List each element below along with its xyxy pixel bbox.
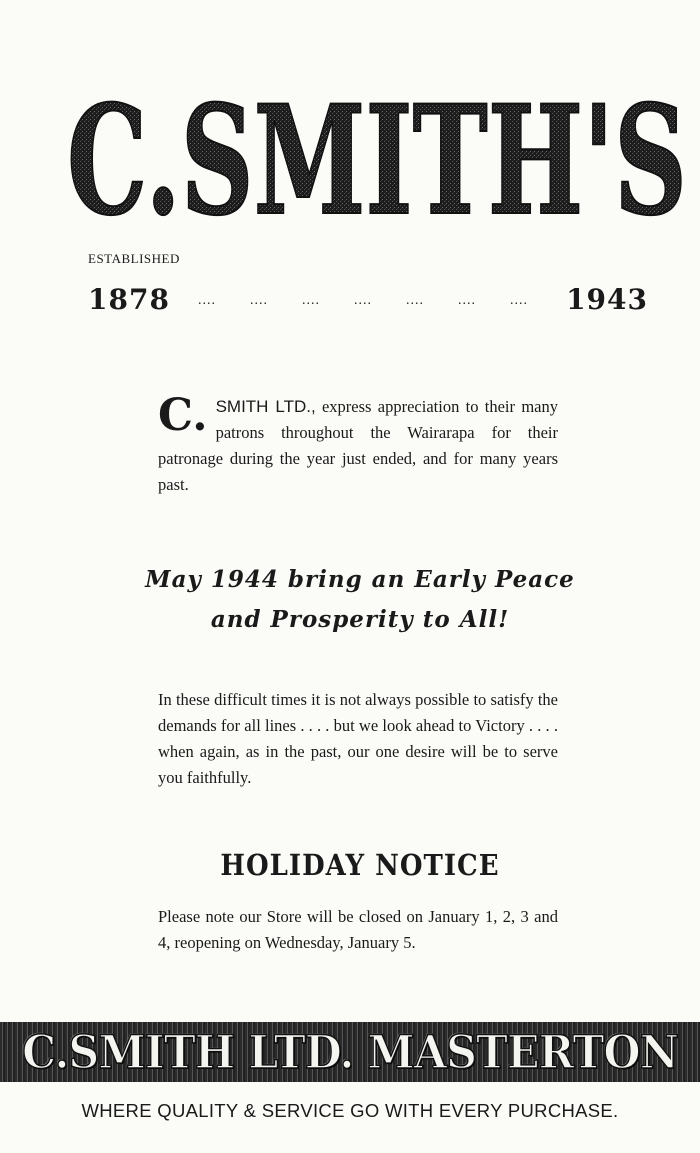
dot-leader: .... (458, 293, 476, 308)
appreciation-text: express appreciation to their many patrons throughout the Wairarapa for their patronage during the year just ended, and for many years past. (158, 397, 558, 494)
slogan-line-1: May 1944 bring an Early Peace (145, 566, 575, 593)
year-row (88, 283, 648, 319)
tagline: WHERE QUALITY & SERVICE GO WITH EVERY PURCHASE. (81, 1100, 619, 1121)
drop-cap: C. (158, 390, 208, 441)
dot-leader: .... (302, 293, 320, 308)
appreciation-paragraph (158, 390, 558, 498)
dot-leader: .... (510, 293, 528, 308)
masthead-title: C.SMITH'S (67, 95, 687, 230)
masthead-logo-graphic (62, 95, 692, 230)
start-year: 1878 (88, 283, 170, 316)
slogan-line-2: and Prosperity to All! (210, 606, 510, 633)
banner-text: C.SMITH LTD. MASTERTON (22, 1025, 678, 1079)
company-banner (0, 1022, 700, 1082)
dot-leader: .... (354, 293, 372, 308)
dot-leader: .... (406, 293, 424, 308)
message-paragraph: In these difficult times it is not always possible to satisfy the demands for all lines . . . . but we look ahead to Victory . . . . when again, as in the past, our one desire will be to serve you faithfully. (158, 690, 558, 787)
established-label: ESTABLISHED (88, 251, 180, 266)
masthead-logo (62, 95, 692, 230)
company-name-text: SMITH LTD., (215, 397, 316, 416)
dot-leaders (198, 293, 528, 309)
holiday-notice-text: Please note our Store will be closed on January 1, 2, 3 and 4, reopening on Wednesday, January 5. (158, 907, 558, 952)
dot-leader: .... (250, 293, 268, 308)
slogan (140, 560, 580, 640)
end-year: 1943 (566, 283, 648, 316)
holiday-notice-heading: HOLIDAY NOTICE (220, 849, 500, 883)
dot-leader: .... (198, 293, 216, 308)
